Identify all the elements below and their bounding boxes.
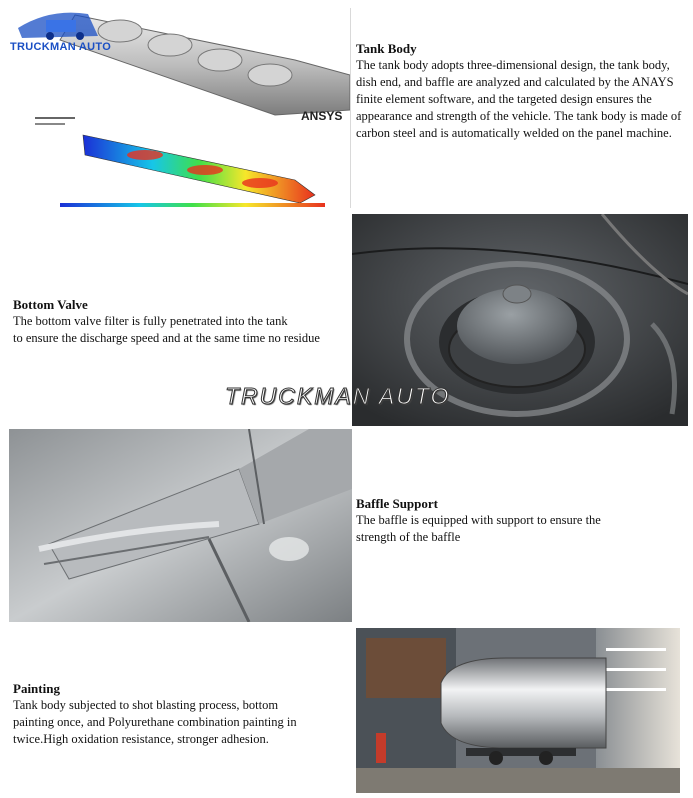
baffle-support-image: [9, 429, 352, 622]
baffle-support-line-2: strength of the baffle: [356, 530, 461, 544]
tank-body-title: Tank Body: [356, 41, 417, 56]
logo-text: TRUCKMAN AUTO: [10, 41, 112, 53]
painting-section: [13, 681, 353, 748]
bottom-valve-line-2: to ensure the discharge speed and at the same time no residue: [13, 331, 320, 345]
baffle-support-title: Baffle Support: [356, 496, 438, 511]
tank-body-section: [356, 41, 692, 142]
divider: [350, 8, 351, 208]
ansys-mark: ANSYS: [301, 109, 343, 123]
painting-line-1: Tank body subjected to shot blasting process, bottom: [13, 698, 279, 712]
bottom-valve-title: Bottom Valve: [13, 297, 88, 312]
painting-line-2: painting once, and Polyurethane combination painting in: [13, 715, 297, 729]
bottom-valve-line-1: The bottom valve filter is fully penetrated into the tank: [13, 314, 288, 328]
baffle-support-line-1: The baffle is equipped with support to ensure the: [356, 513, 601, 527]
bottom-valve-section: [13, 297, 358, 347]
painting-line-3: twice.High oxidation resistance, stronger adhesion.: [13, 732, 269, 746]
painting-image: [356, 628, 680, 793]
watermark: TRUCKMAN AUTO: [225, 383, 451, 409]
painting-title: Painting: [13, 681, 60, 696]
tank-body-text: The tank body adopts three-dimensional design, the tank body, dish end, and baffle are analyzed and calculated by the ANAYS finite element software, and the targeted design ensures the appearance and strength of the vehicle. The tank body is made of carbon steel and is automatically welded on the panel machine.: [356, 58, 682, 140]
baffle-support-section: [356, 496, 692, 546]
